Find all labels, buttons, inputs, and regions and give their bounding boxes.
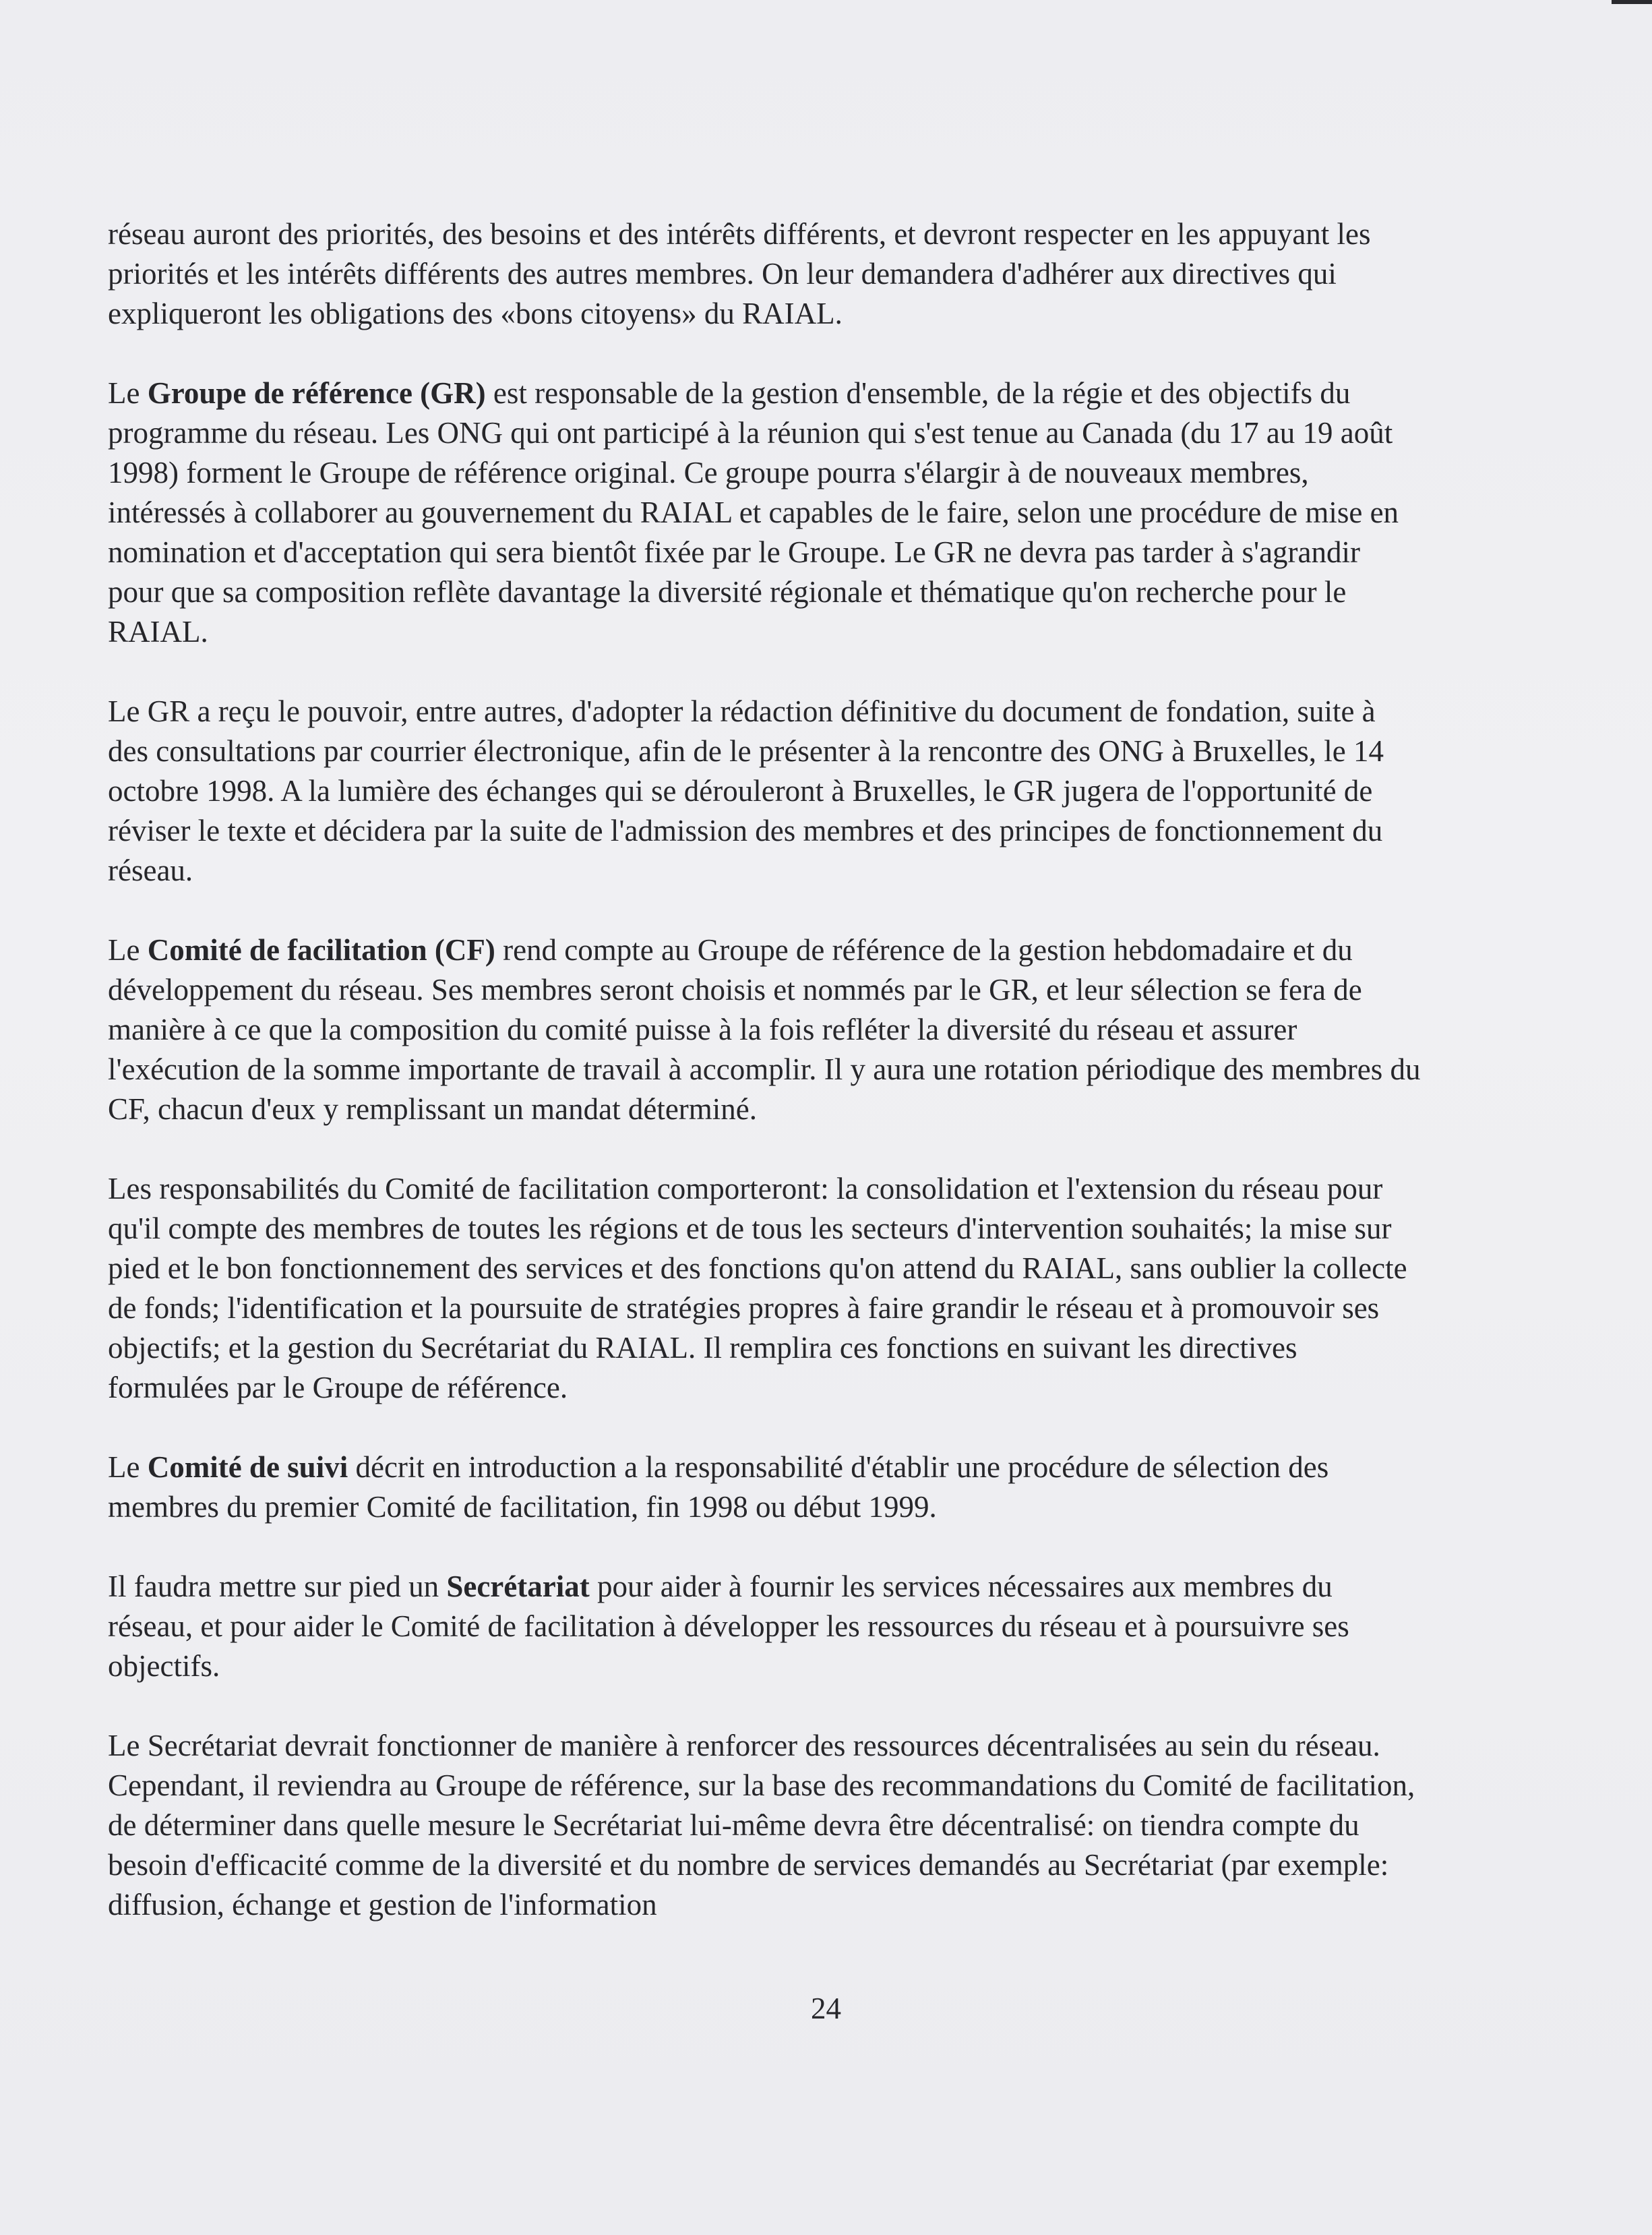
paragraph-text: Le [108,933,148,967]
paragraph-text: Les responsabilités du Comité de facilitation comporteront: la consolidation et l'extension du réseau pour qu'il compte des membres de toutes les régions et de tous les secteurs d'intervention souhaités; la mise sur pied et le bon fonctionnement des services et des fonctions qu'on attend du RAIAL, sans oublier la collecte de fonds; l'identification et la poursuite de stratégies propres à faire grandir le réseau et à promouvoir ses objectifs; et la gestion du Secrétariat du RAIAL. Il remplira ces fonctions en suivant les directives formulées par le Groupe de référence. [108,1172,1407,1404]
paragraph-text: Il faudra mettre sur pied un [108,1570,447,1603]
paragraph-text: réseau auront des priorités, des besoins et des intérêts différents, et devront respecter en les appuyant les priorités et les intérêts différents des autres membres. On leur demandera d'adhérer aux directives qui expliqueront les obligations des «bons citoyens» du RAIAL. [108,217,1371,330]
bold-term-comite-de-facilitation: Comité de facilitation (CF) [147,933,495,967]
paragraph-comite-de-suivi [108,1448,1422,1527]
paragraph-reseau-priorites [108,214,1422,334]
bold-term-groupe-de-reference: Groupe de référence (GR) [147,376,486,410]
paragraph-text: est responsable de la gestion d'ensemble, de la régie et des objectifs du programme du réseau. Les ONG qui ont participé à la réunion qui s'est tenue au Canada (du 17 au 19 août 1998) forment le Groupe de référence original. Ce groupe pourra s'élargir à de nouveaux membres, intéressés à collaborer au gouvernement du RAIAL et capables de le faire, selon une procédure de mise en nomination et d'acceptation qui sera bientôt fixée par le Groupe. Le GR ne devra pas tarder à s'agrandir pour que sa composition reflète davantage la diversité régionale et thématique qu'on recherche pour le RAIAL. [108,376,1399,649]
page-number: 24 [811,1992,841,2025]
scan-edge-mark [1612,0,1652,4]
paragraph-text: rend compte au Groupe de référence de la gestion hebdomadaire et du développement du réseau. Ses membres seront choisis et nommés par le GR, et leur sélection se fera de manière à ce que la composition du comité puisse à la fois refléter la diversité du réseau et assurer l'exécution de la somme importante de travail à accomplir. Il y aura une rotation périodique des membres du CF, chacun d'eux y remplissant un mandat déterminé. [108,933,1421,1126]
paragraph-groupe-de-reference [108,374,1422,652]
body-text [108,214,1422,1965]
paragraph-secretariat-decentralise [108,1726,1422,1925]
paragraph-comite-de-facilitation [108,930,1422,1129]
paragraph-text: Le [108,376,148,410]
paragraph-text: pour aider à fournir les services nécessaires aux membres du réseau, et pour aider le Comité de facilitation à développer les ressources du réseau et à poursuivre ses objectifs. [108,1570,1349,1683]
paragraph-text: Le GR a reçu le pouvoir, entre autres, d'adopter la rédaction définitive du document de fondation, suite à des consultations par courrier électronique, afin de le présenter à la rencontre des ONG à Bruxelles, le 14 octobre 1998. A la lumière des échanges qui se dérouleront à Bruxelles, le GR jugera de l'opportunité de réviser le texte et décidera par la suite de l'admission des membres et des principes de fonctionnement du réseau. [108,694,1384,887]
bold-term-comite-de-suivi: Comité de suivi [147,1450,348,1484]
paragraph-responsabilites-cf [108,1169,1422,1408]
paragraph-text: Le Secrétariat devrait fonctionner de manière à renforcer des ressources décentralisées au sein du réseau. Cependant, il reviendra au Groupe de référence, sur la base des recommandations du Comité de facilitation, de déterminer dans quelle mesure le Secrétariat lui-même devra être décentralisé: on tiendra compte du besoin d'efficacité comme de la diversité et du nombre de services demandés au Secrétariat (par exemple: diffusion, échange et gestion de l'information [108,1729,1415,1921]
paragraph-text: Le [108,1450,148,1484]
paragraph-secretariat [108,1567,1422,1686]
bold-term-secretariat: Secrétariat [446,1570,590,1603]
paragraph-text: décrit en introduction a la responsabilité d'établir une procédure de sélection des membres du premier Comité de facilitation, fin 1998 ou début 1999. [108,1450,1329,1524]
paragraph-gr-pouvoir [108,692,1422,891]
